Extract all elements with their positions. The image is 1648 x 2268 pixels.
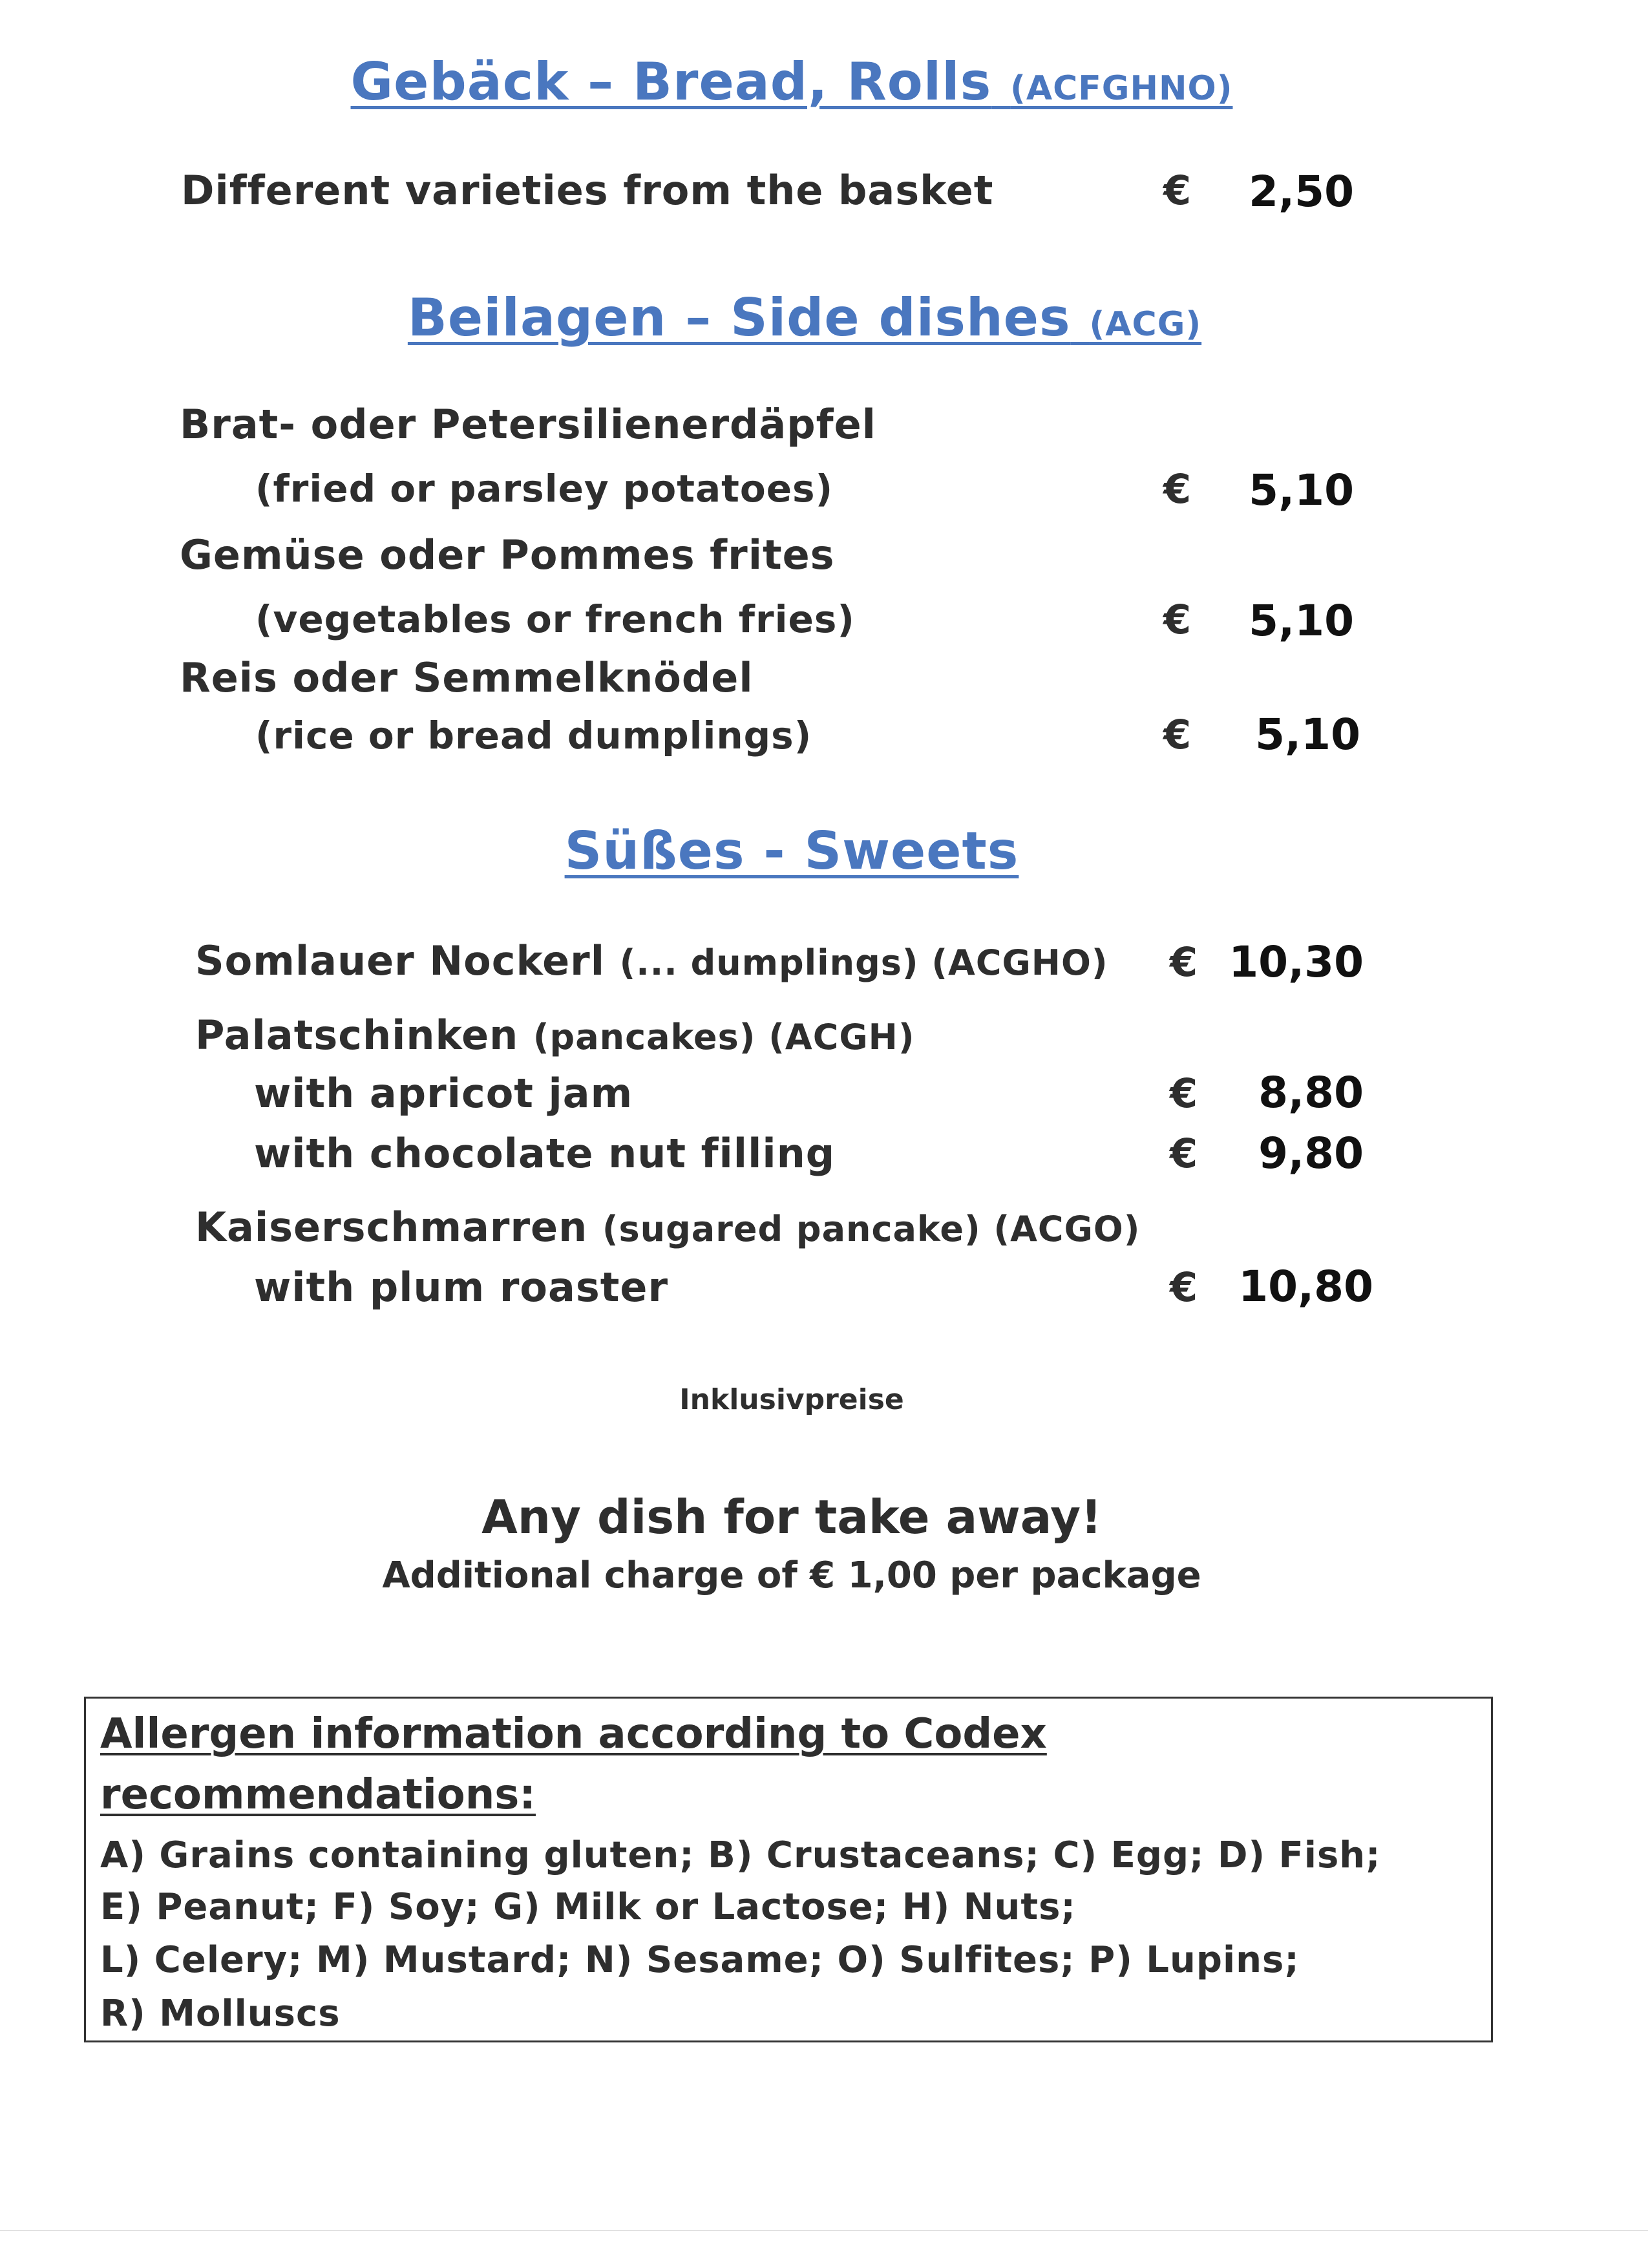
currency-symbol: € <box>1163 711 1192 758</box>
scan-edge-line <box>0 2230 1648 2231</box>
menu-item-price: 5,10 <box>1249 465 1354 515</box>
section-title-text: Gebäck – Bread, Rolls <box>350 52 992 112</box>
menu-item-name: Somlauer Nockerl <box>195 937 605 984</box>
allergen-title: recommendations: <box>100 1771 536 1819</box>
menu-item-desc: (pancakes) (ACGH) <box>533 1017 915 1057</box>
menu-item-price: 5,10 <box>1249 596 1354 646</box>
menu-item-price: 10,80 <box>1238 1262 1373 1311</box>
menu-item-translation: (vegetables or french fries) <box>255 597 855 641</box>
section-title-text: Beilagen – Side dishes <box>407 288 1071 348</box>
menu-item-name: Kaiserschmarren <box>195 1203 588 1251</box>
menu-item-name: Palatschinken <box>195 1012 519 1059</box>
menu-item-palatschinken <box>195 1012 915 1059</box>
menu-item-somlauer <box>195 937 1108 984</box>
menu-item-price: 5,10 <box>1255 710 1360 759</box>
menu-item-desc: (... dumplings) (ACGHO) <box>619 942 1108 983</box>
menu-item-name: Different varieties from the basket <box>181 167 994 214</box>
section-title-sides <box>13 288 1596 348</box>
menu-option-label: with apricot jam <box>254 1070 633 1117</box>
menu-item-desc: (sugared pancake) (ACGO) <box>602 1209 1141 1249</box>
currency-symbol: € <box>1170 938 1198 986</box>
menu-item-translation: (fried or parsley potatoes) <box>255 467 834 511</box>
menu-item-name: Brat- oder Petersilienerdäpfel <box>180 401 876 448</box>
prices-note: Inklusivpreise <box>679 1383 904 1416</box>
menu-item-price: 2,50 <box>1249 167 1354 217</box>
allergen-line: R) Molluscs <box>100 1993 341 2035</box>
currency-symbol: € <box>1163 596 1192 643</box>
menu-option-label: with chocolate nut filling <box>254 1130 836 1177</box>
menu-item-price: 8,80 <box>1258 1068 1364 1118</box>
allergen-line: E) Peanut; F) Soy; G) Milk or Lactose; H) Nuts; <box>100 1886 1076 1928</box>
allergen-title: Allergen information according to Codex <box>100 1710 1047 1758</box>
section-title-bread <box>0 52 1583 112</box>
menu-item-kaiserschmarren <box>195 1203 1140 1251</box>
takeaway-title: Any dish for take away! <box>481 1490 1102 1544</box>
menu-item-name: Gemüse oder Pommes frites <box>180 531 835 578</box>
currency-symbol: € <box>1163 167 1192 214</box>
currency-symbol: € <box>1170 1264 1198 1311</box>
currency-symbol: € <box>1170 1070 1198 1117</box>
allergen-codes: (ACFGHNO) <box>1010 69 1233 108</box>
menu-item-price: 9,80 <box>1258 1129 1364 1178</box>
takeaway-subtitle: Additional charge of € 1,00 per package <box>382 1554 1201 1596</box>
currency-symbol: € <box>1163 465 1192 513</box>
allergen-line: A) Grains containing gluten; B) Crustaceans; C) Egg; D) Fish; <box>100 1834 1381 1876</box>
menu-item-translation: (rice or bread dumplings) <box>255 714 812 758</box>
menu-item-name: Reis oder Semmelknödel <box>180 654 754 701</box>
currency-symbol: € <box>1170 1130 1198 1177</box>
section-title-text: Süßes - Sweets <box>564 821 1019 881</box>
allergen-codes: (ACG) <box>1089 305 1202 344</box>
menu-item-price: 10,30 <box>1229 937 1364 987</box>
section-title-sweets <box>0 821 1583 881</box>
allergen-info-box <box>84 1697 1493 2042</box>
menu-option-label: with plum roaster <box>254 1264 669 1311</box>
allergen-line: L) Celery; M) Mustard; N) Sesame; O) Sulfites; P) Lupins; <box>100 1939 1300 1981</box>
